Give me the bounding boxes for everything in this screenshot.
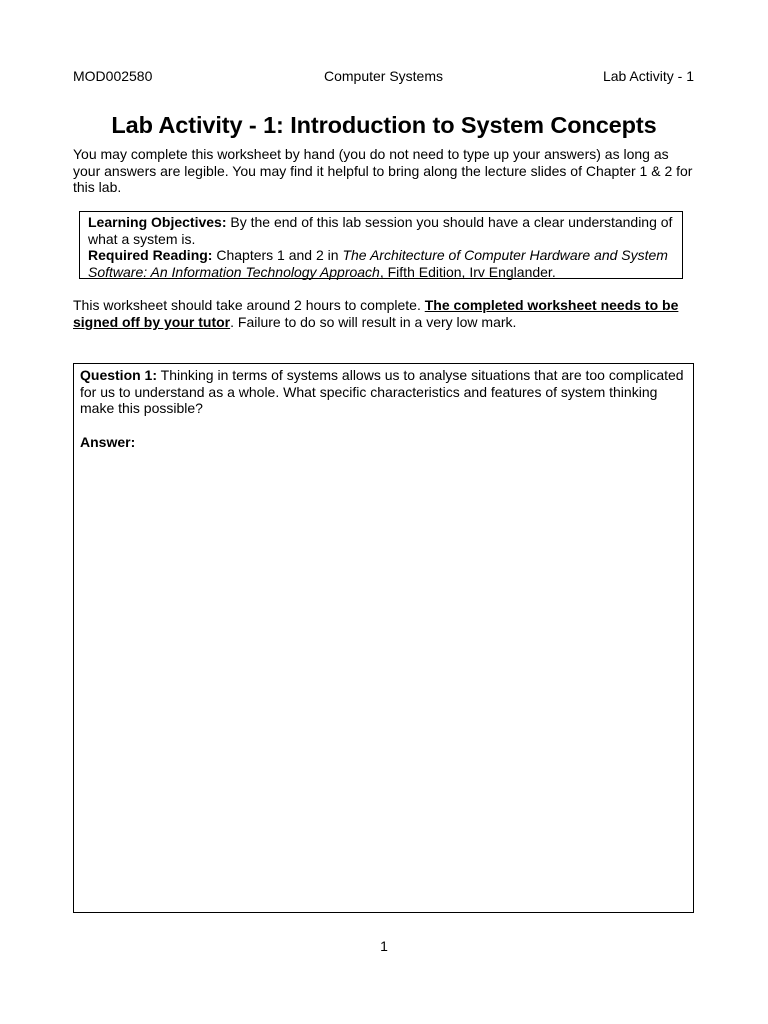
required-reading	[88, 247, 674, 280]
module-name: Computer Systems	[323, 68, 444, 84]
worksheet-note	[73, 297, 698, 331]
learning-objectives	[88, 214, 674, 247]
intro-paragraph: You may complete this worksheet by hand (you do not need to type up your answers) as long as your answers are legible. You may find it helpful to bring along the lecture slides of Chapter 1 & 2 for this lab.	[73, 146, 693, 195]
required-reading-prefix: Chapters 1 and 2 in	[212, 247, 343, 263]
question-text: Thinking in terms of systems allows us to analyse situations that are too complicated for us to understand as a whole. What specific characteristics and features of system thinking make this possible?	[80, 367, 684, 416]
learning-objectives-text: By the end of this lab session you should have a clear understanding of what a system is.	[88, 214, 673, 247]
worksheet-note-suffix: . Failure to do so will result in a very low mark.	[230, 314, 517, 330]
page-header	[73, 68, 694, 88]
required-reading-book: The Architecture of Computer Hardware and System Software: An Information Technology Approach	[88, 247, 668, 280]
question-1	[80, 367, 687, 417]
required-reading-suffix: , Fifth Edition, Irv Englander.	[379, 263, 556, 280]
required-reading-label: Required Reading:	[88, 247, 213, 263]
objectives-box	[79, 211, 683, 279]
page-title: Lab Activity - 1: Introduction to System Concepts	[111, 112, 657, 138]
activity-label: Lab Activity - 1	[602, 68, 694, 84]
module-code: MOD002580	[73, 68, 153, 84]
worksheet-note-prefix: This worksheet should take around 2 hours to complete.	[73, 297, 425, 313]
page-number: 1	[380, 938, 388, 954]
question-label: Question 1:	[80, 367, 158, 383]
question-box[interactable]	[73, 363, 694, 913]
answer-label: Answer:	[80, 433, 136, 450]
worksheet-note-emphasis: The completed worksheet needs to be signed off by your tutor	[73, 297, 679, 330]
learning-objectives-label: Learning Objectives:	[88, 214, 227, 230]
